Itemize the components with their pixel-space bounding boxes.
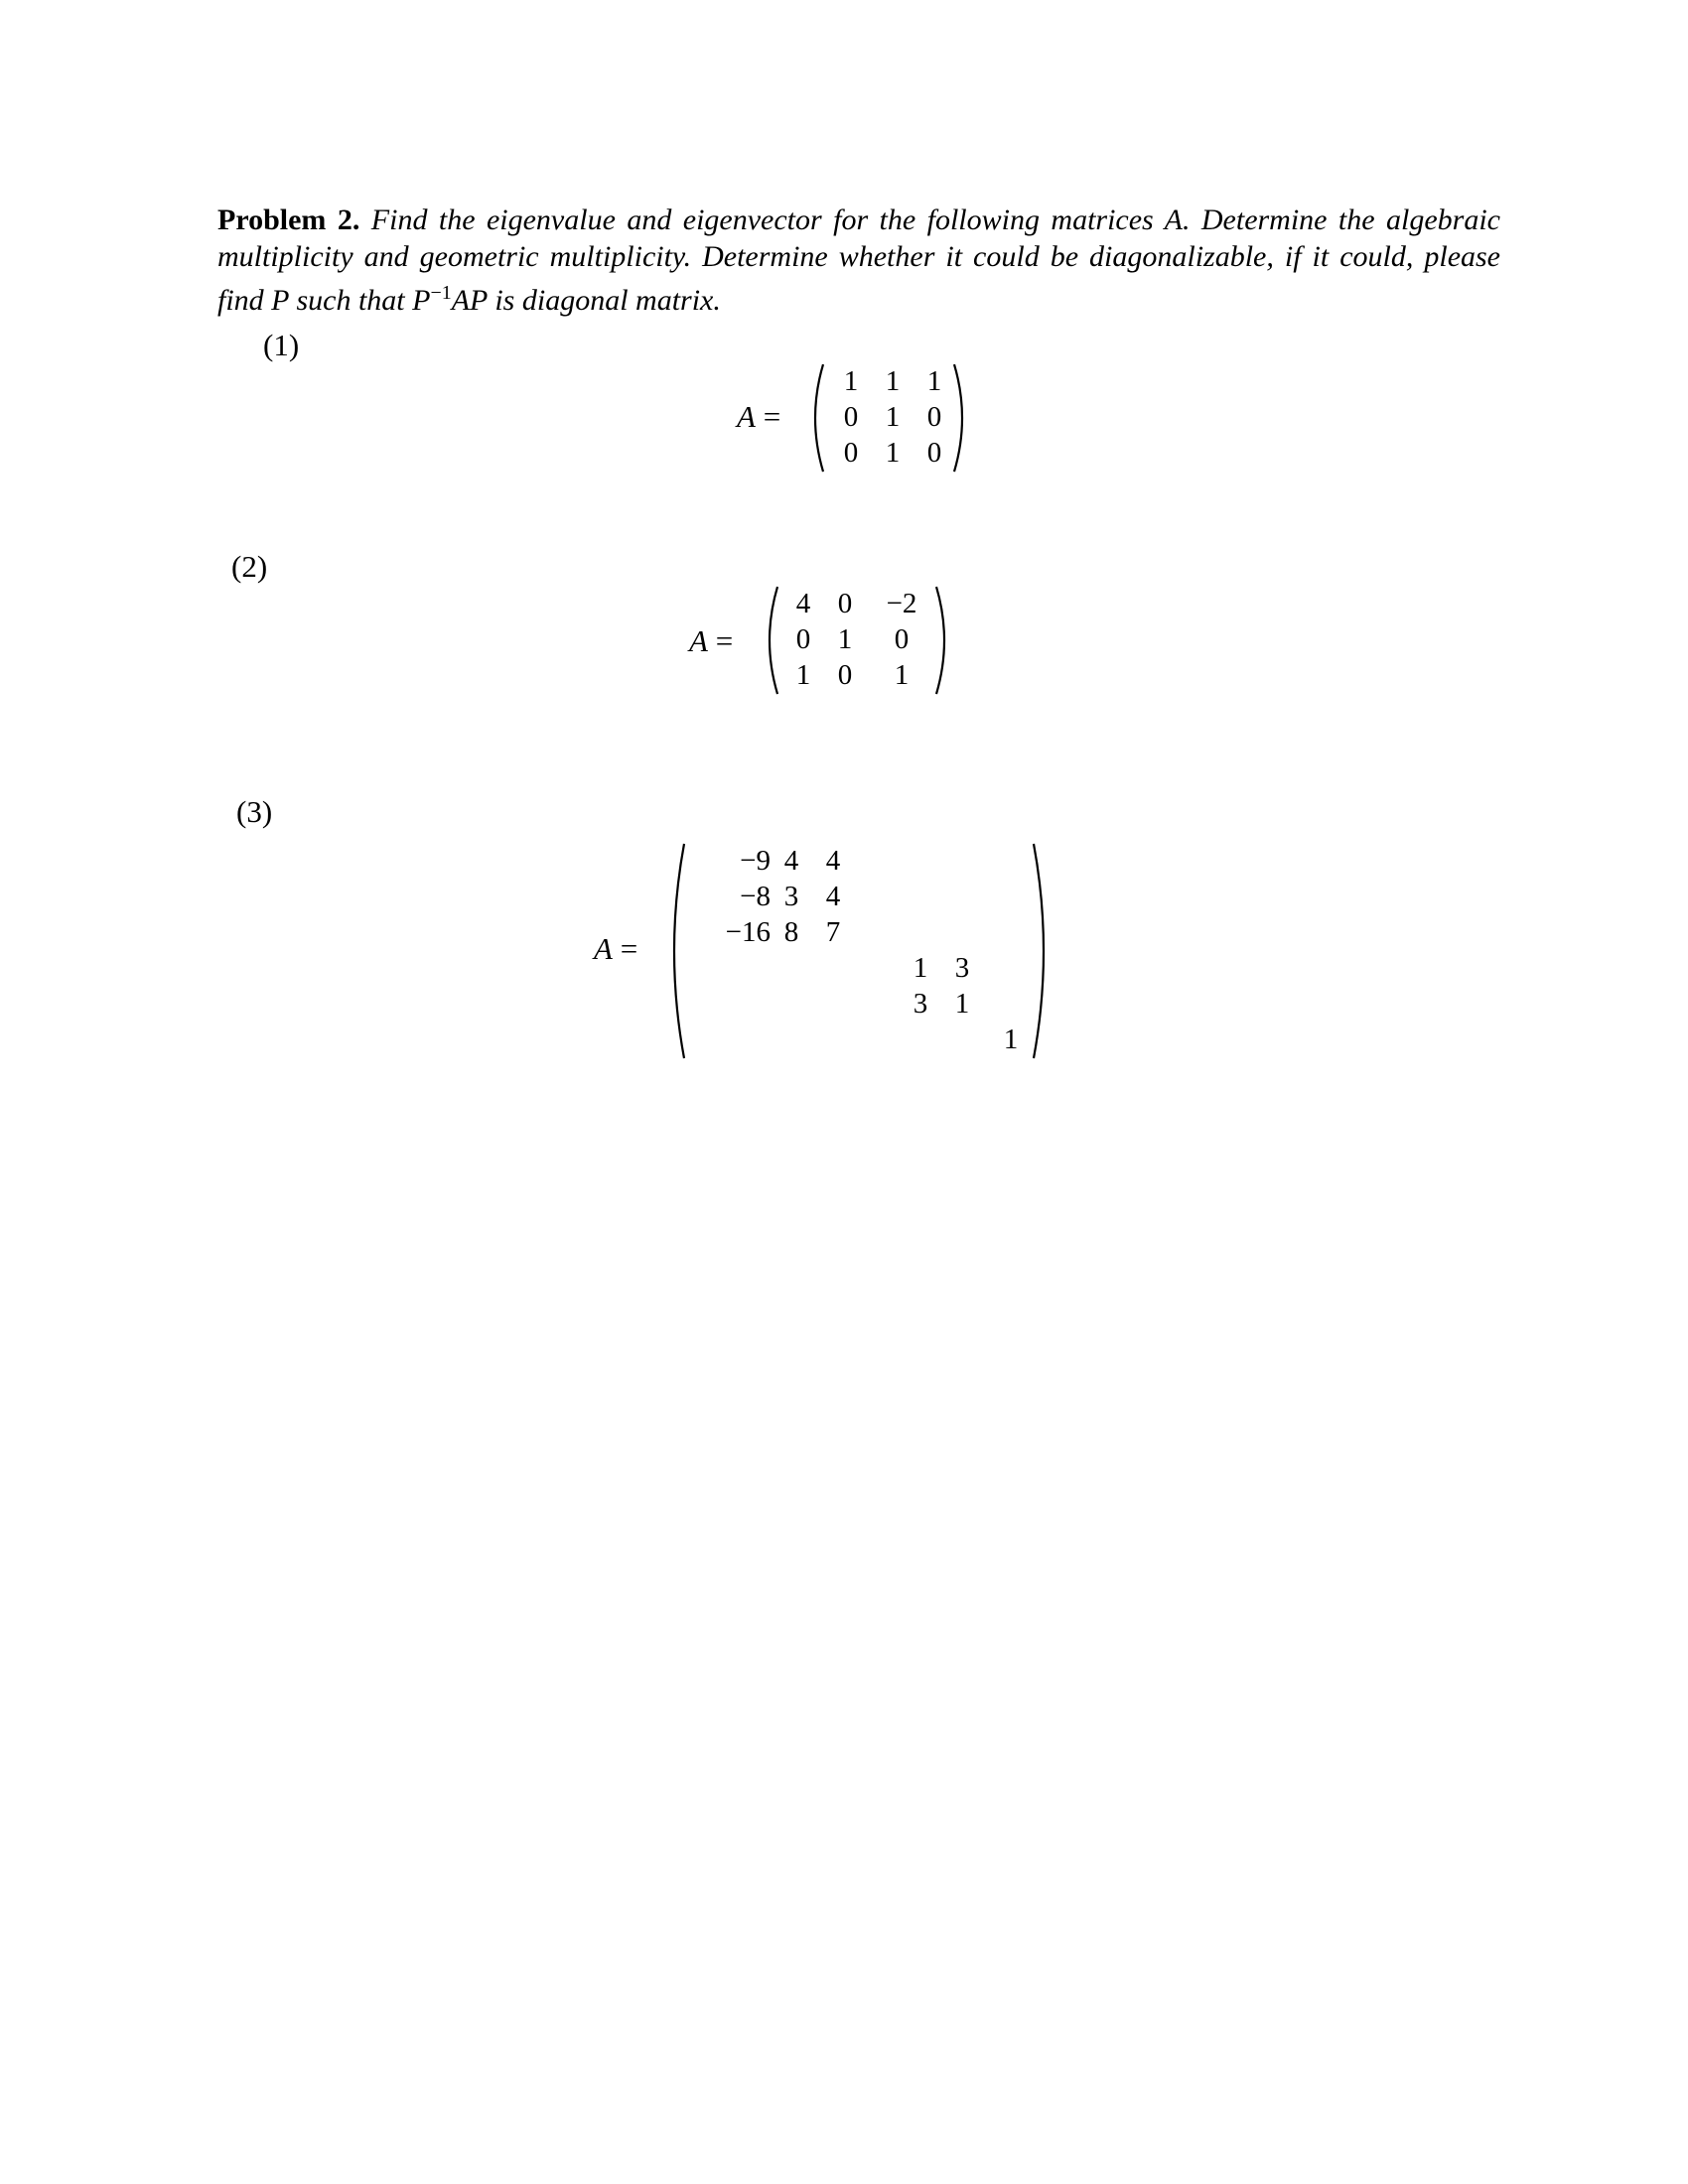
matrix-3-cell-r1c6 <box>941 843 983 879</box>
problem-text-end: AP is diagonal matrix. <box>451 284 721 317</box>
problem-text <box>217 204 1500 317</box>
matrix-3-cell-r4c5: 1 <box>913 952 928 984</box>
part-1-left-paren <box>806 362 826 474</box>
matrix-1-cell-r3c2: 1 <box>885 437 901 469</box>
part-2-right-paren <box>933 585 953 696</box>
matrix-3-cell-r3c5 <box>900 914 941 950</box>
matrix-3-cell-r2c5 <box>900 879 941 914</box>
matrix-1-cell-r3c3: 0 <box>926 437 942 469</box>
matrix-2-cell-r2c1: 0 <box>795 623 811 655</box>
part-3-matrix <box>709 843 1039 1057</box>
matrix-3-cell-r4c2 <box>771 950 812 986</box>
part-3-left-paren <box>663 842 687 1060</box>
part-2-lhs <box>689 623 733 659</box>
matrix-3-cell-r5c3 <box>812 986 854 1022</box>
problem-statement <box>217 202 1500 319</box>
matrix-3-cell-r1c1: −9 <box>740 845 771 877</box>
matrix-2-cell-r2c3: 0 <box>894 623 910 655</box>
matrix-3-cell-r2c1: −8 <box>740 881 771 912</box>
matrix-3-cell-r2c3: 4 <box>825 881 841 912</box>
matrix-3-cell-r1c2: 4 <box>783 845 799 877</box>
matrix-3-cell-r2c4 <box>854 879 900 914</box>
part-2-matrix <box>782 586 937 693</box>
matrix-1-cell-r1c3: 1 <box>926 365 942 397</box>
matrix-3-cell-r6c5 <box>900 1022 941 1057</box>
matrix-3-cell-r3c1: −16 <box>725 916 771 948</box>
part-1-label: (1) <box>263 328 300 362</box>
part-1-lhs <box>737 399 780 435</box>
matrix-3-cell-r1c3: 4 <box>825 845 841 877</box>
matrix-3-cell-r6c2 <box>771 1022 812 1057</box>
matrix-2-cell-r3c3: 1 <box>894 659 910 691</box>
matrix-3-cell-r5c4 <box>854 986 900 1022</box>
matrix-3-cell-r5c1 <box>709 986 771 1022</box>
matrix-3-cell-r6c1 <box>709 1022 771 1057</box>
matrix-3-cell-r3c2: 8 <box>783 916 799 948</box>
matrix-1-cell-r1c2: 1 <box>885 365 901 397</box>
matrix-2-cell-r1c1: 4 <box>795 588 811 619</box>
matrix-1-cell-r2c1: 0 <box>843 401 859 433</box>
part-1-equals: = <box>763 399 781 434</box>
matrix-3-cell-r5c5: 3 <box>913 988 928 1020</box>
problem-text-main: Find the eigenvalue and eigenvector for the following matrices A. Determine the algebraic multiplicity and geometric multiplicity. Determine whether it could be diagonalizable, if it could, please find P such that P <box>217 204 1500 317</box>
matrix-3-cell-r1c4 <box>854 843 900 879</box>
part-3-right-paren <box>1031 842 1055 1060</box>
matrix-1-cell-r3c1: 0 <box>843 437 859 469</box>
matrix-3-cell-r5c6: 1 <box>954 988 970 1020</box>
part-1-right-paren <box>951 362 971 474</box>
part-3-label: (3) <box>236 794 273 829</box>
matrix-3-cell-r3c3: 7 <box>825 916 841 948</box>
matrix-3-cell-r6c6 <box>941 1022 983 1057</box>
matrix-3-cell-r6c4 <box>854 1022 900 1057</box>
part-2-variable: A <box>689 623 708 658</box>
matrix-2-cell-r2c2: 1 <box>837 623 853 655</box>
matrix-3-cell-r3c6 <box>941 914 983 950</box>
part-3-lhs <box>594 931 637 967</box>
matrix-2-cell-r1c3: −2 <box>886 588 917 619</box>
inverse-superscript: −1 <box>430 282 452 304</box>
problem-label: Problem 2. <box>217 204 360 236</box>
matrix-2-cell-r3c1: 1 <box>795 659 811 691</box>
matrix-3-cell-r3c4 <box>854 914 900 950</box>
matrix-3-cell-r5c2 <box>771 986 812 1022</box>
matrix-3-cell-r2c6 <box>941 879 983 914</box>
matrix-3-cell-r4c1 <box>709 950 771 986</box>
part-2-label: (2) <box>231 549 268 584</box>
part-3-variable: A <box>594 931 613 966</box>
matrix-2-cell-r1c2: 0 <box>837 588 853 619</box>
matrix-3-cell-r4c3 <box>812 950 854 986</box>
part-2-left-paren <box>761 585 780 696</box>
matrix-3-cell-r1c5 <box>900 843 941 879</box>
matrix-3-cell-r6c3 <box>812 1022 854 1057</box>
matrix-1-cell-r2c3: 0 <box>926 401 942 433</box>
matrix-3-cell-r6c7: 1 <box>1003 1024 1019 1055</box>
matrix-2-cell-r3c2: 0 <box>837 659 853 691</box>
matrix-3-cell-r2c2: 3 <box>783 881 799 912</box>
part-2-equals: = <box>715 623 734 658</box>
matrix-3-cell-r4c4 <box>854 950 900 986</box>
matrix-1-cell-r2c2: 1 <box>885 401 901 433</box>
matrix-3-cell-r4c6: 3 <box>954 952 970 984</box>
part-1-variable: A <box>737 399 756 434</box>
matrix-1-cell-r1c1: 1 <box>843 365 859 397</box>
part-1-matrix <box>830 363 955 471</box>
part-3-equals: = <box>620 931 638 966</box>
